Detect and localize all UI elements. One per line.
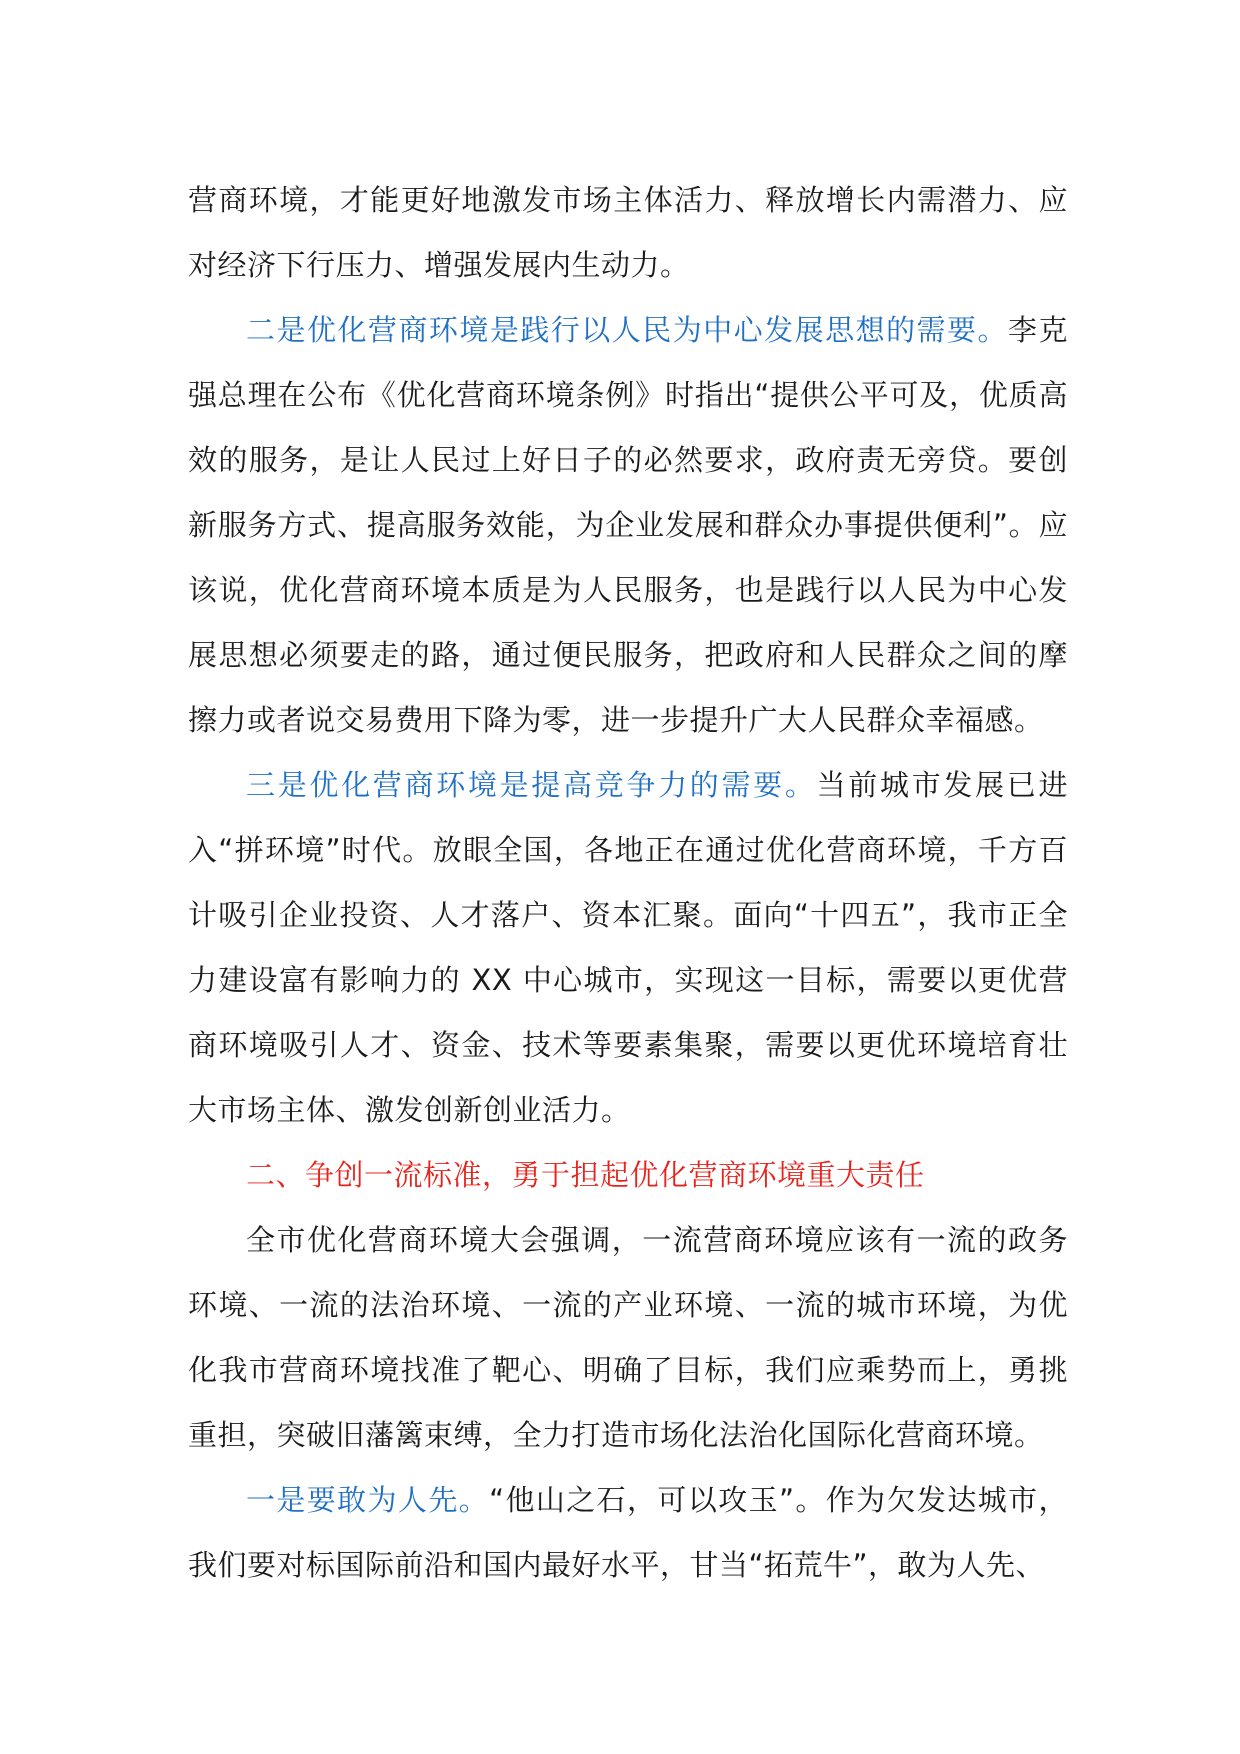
paragraph-lead: 三是优化营商环境是提高竞争力的需要。 — [246, 768, 817, 802]
document-page — [188, 168, 1068, 1598]
section-heading — [188, 1143, 1068, 1208]
paragraph-lead: 二是优化营商环境是践行以人民为中心发展思想的需要。 — [246, 313, 1008, 347]
section-heading-text: 二、争创一流标准，勇于担起优化营商环境重大责任 — [246, 1158, 925, 1192]
paragraph-text: 全市优化营商环境大会强调，一流营商环境应该有一流的政务环境、一流的法治环境、一流的产业环境、一流的城市环境，为优化我市营商环境找准了靶心、明确了目标，我们应乘势而上，勇挑重担，突破旧藩篱束缚，全力打造市场化法治化国际化营商环境。 — [188, 1223, 1068, 1452]
paragraph-point-three — [188, 753, 1068, 1143]
paragraph-continuation — [188, 168, 1068, 298]
paragraph-conference — [188, 1208, 1068, 1468]
paragraph-lead: 一是要敢为人先。 — [246, 1483, 490, 1517]
paragraph-text: 当前城市发展已进入“拼环境”时代。放眼全国，各地正在通过优化营商环境，千方百计吸引企业投资、人才落户、资本汇聚。面向“十四五”，我市正全力建设富有影响力的 XX 中心城市，实现这一目标，需要以更优营商环境吸引人才、资金、技术等要素集聚，需要以更优环境培育壮大市场主体、激发创新创业活力。 — [188, 768, 1068, 1127]
paragraph-text: “他山之石，可以攻玉”。作为欠发达城市，我们要对标国际前沿和国内最好水平，甘当“拓荒牛”，敢为人先、 — [188, 1483, 1068, 1582]
paragraph-text: 营商环境，才能更好地激发市场主体活力、释放增长内需潜力、应对经济下行压力、增强发展内生动力。 — [188, 183, 1068, 282]
paragraph-text: 李克强总理在公布《优化营商环境条例》时指出“提供公平可及，优质高效的服务，是让人民过上好日子的必然要求，政府责无旁贷。要创新服务方式、提高服务效能，为企业发展和群众办事提供便利”。应该说，优化营商环境本质是为人民服务，也是践行以人民为中心发展思想必须要走的路，通过便民服务，把政府和人民群众之间的摩擦力或者说交易费用下降为零，进一步提升广大人民群众幸福感。 — [188, 313, 1068, 737]
paragraph-point-two — [188, 298, 1068, 753]
paragraph-point-one — [188, 1468, 1068, 1598]
